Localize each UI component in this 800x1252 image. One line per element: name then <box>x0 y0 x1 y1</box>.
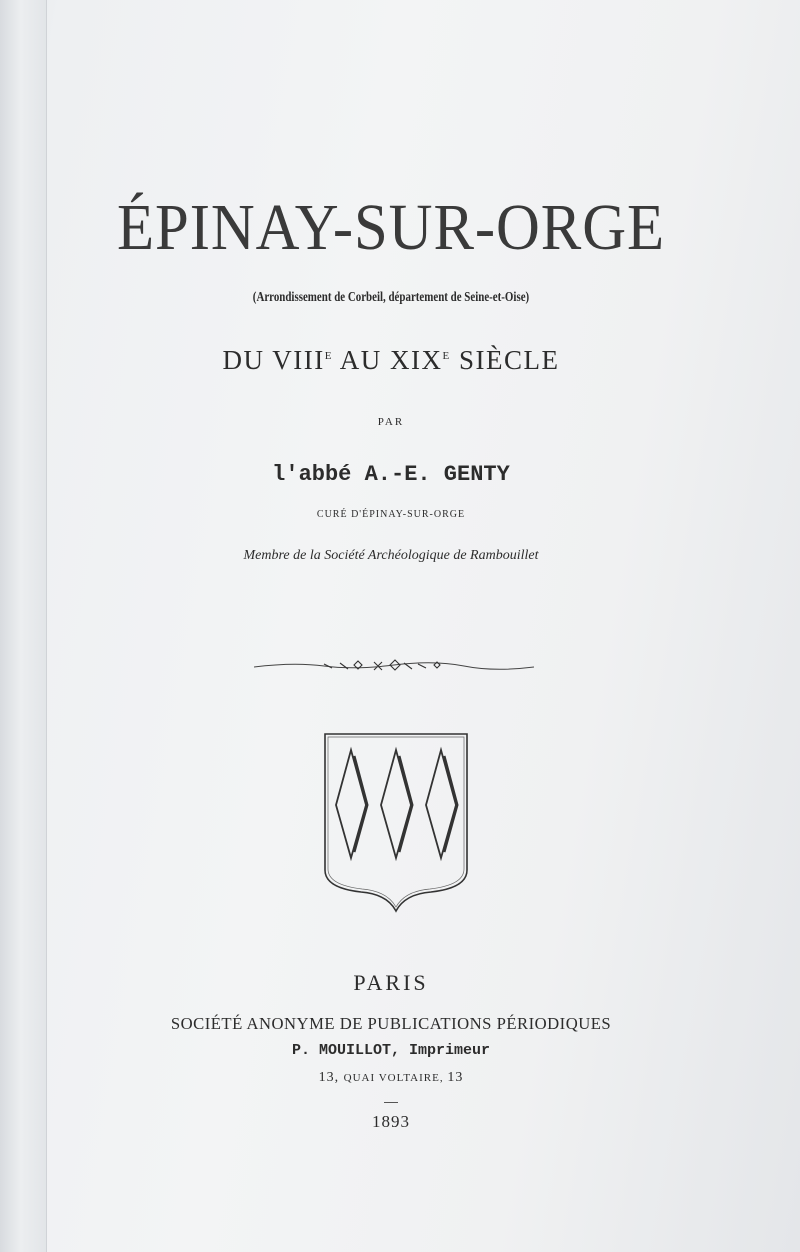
ornament-divider <box>254 656 534 676</box>
book-subtitle: (Arrondissement de Corbeil, département de Seine-et-Oise) <box>252 290 530 305</box>
author-name: l'abbé A.-E. GENTY <box>272 462 510 487</box>
publisher-city: PARIS <box>353 970 429 995</box>
book-title: ÉPINAY-SUR-ORGE <box>116 191 665 264</box>
period-sup-1: E <box>324 350 333 362</box>
year-divider <box>384 1102 398 1103</box>
book-spine <box>0 0 47 1252</box>
address-number: 13, <box>318 1070 344 1085</box>
period-du: DU VIII <box>222 345 325 375</box>
address-street: QUAI VOLTAIRE, <box>343 1072 448 1084</box>
printer-name: P. MOUILLOT, Imprimeur <box>291 1042 491 1059</box>
publisher-address <box>46 1070 736 1086</box>
publisher-society: SOCIÉTÉ ANONYME DE PUBLICATIONS PÉRIODIQUES <box>170 1014 612 1033</box>
period-au: AU XIX <box>332 345 443 375</box>
author-membership: Membre de la Société Archéologique de Rambouillet <box>243 548 539 563</box>
par-label: PAR <box>377 416 405 428</box>
publication-year: 1893 <box>372 1112 410 1131</box>
period-line <box>46 345 736 376</box>
author-title: CURÉ D'ÉPINAY-SUR-ORGE <box>316 509 466 520</box>
period-siecle: SIÈCLE <box>450 345 560 375</box>
period-sup-2: E <box>442 350 451 362</box>
title-page <box>46 0 800 1252</box>
coat-of-arms <box>321 730 471 915</box>
address-number-2: 13 <box>447 1070 464 1085</box>
